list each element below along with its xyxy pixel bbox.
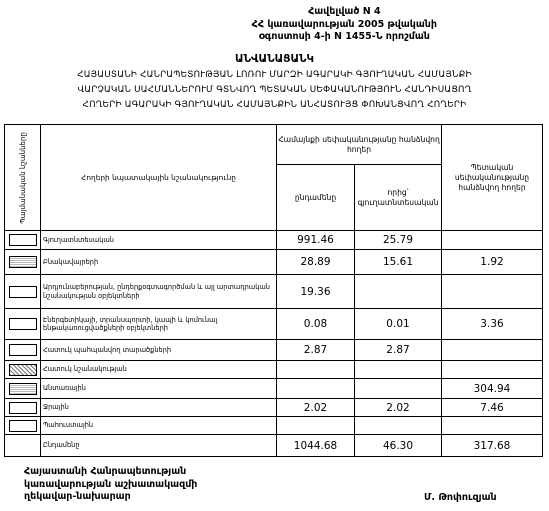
row-symbol-cell [5,340,41,361]
footer-block [24,466,197,504]
legend-swatch-icon [9,383,37,395]
table-row [5,361,543,379]
appendix-block [252,6,437,44]
total-label: Ընդամենը [41,435,277,457]
row-total: 0.08 [277,309,355,340]
row-label: Գյուղատնտեսական [41,231,277,250]
row-agri [355,361,442,379]
total-row [5,435,543,457]
table-row [5,399,543,417]
legend-swatch-icon [9,318,37,330]
row-symbol-cell [5,361,41,379]
legend-swatch-icon [9,420,37,432]
legend-swatch-icon [9,256,37,268]
row-label: Պահուստային [41,417,277,435]
row-label: Ջրային [41,399,277,417]
footer-line-3: ղեկավար-նախարար [24,491,131,502]
row-label: Էներգետիկայի, տրանսպորտի, կապի և կոմունալ ենթակառուցվածքների օբյեկտների [41,309,277,340]
row-symbol-cell [5,250,41,275]
row-agri [355,417,442,435]
table-row [5,379,543,399]
row-state: 304.94 [442,379,543,399]
footer-line-2: կառավարության աշխատակազմի [24,478,198,490]
table-row [5,250,543,275]
table-row [5,417,543,435]
legend-swatch-icon [9,402,37,414]
total-agri: 46.30 [355,435,442,457]
row-label: Արդյունաբերության, ընդերքօգտագործման և այլ արտադրական նշանակության օբյեկտների [41,275,277,309]
row-agri: 2.02 [355,399,442,417]
row-label: Բնակավայրերի [41,250,277,275]
subtitle-line-3: ՀՈՂԵՐԻ ԱԳԱՐԱԿԻ ԳՅՈՒՂԱԿԱՆ ՀԱՄԱՅՆՔԻՆ ԱՆՀԱՏՈՒՅՑ ՓՈԽԱՆՑՎՈՂ ՀՈՂԵՐԻ [82,100,467,110]
header-state-owned: Պետական սեփականությանը հանձնվող հողեր [442,125,543,231]
row-total [277,361,355,379]
appendix-number: Հավելված N 4 [308,6,381,17]
row-total: 2.02 [277,399,355,417]
legend-swatch-icon [9,234,37,246]
row-label: Հատուկ պահպանվող տարածքների [41,340,277,361]
row-state: 3.36 [442,309,543,340]
header-category: Հողերի նպատակային նշանակությունը [41,125,277,231]
row-state [442,417,543,435]
row-agri: 25.79 [355,231,442,250]
signer-name: Մ. Թոփուզյան [424,492,497,503]
row-symbol-cell [5,399,41,417]
row-total: 28.89 [277,250,355,275]
subtitle-line-2: ՎԱՐՉԱԿԱՆ ՍԱՀՄԱՆՆԵՐՈՒՄ ԳՏՆՎՈՂ ՊԵՏԱԿԱՆ ՍԵՓԱԿԱՆՈՒԹՅՈՒՆ ՀԱՆԴԻՍԱՑՈՂ [77,85,472,95]
row-state [442,361,543,379]
legend-swatch-icon [9,344,37,356]
table-row [5,340,543,361]
row-state: 7.46 [442,399,543,417]
row-symbol-cell [5,309,41,340]
footer-line-1: Հայաստանի Հանրապետության [24,466,187,477]
row-symbol-cell [5,379,41,399]
header-agricultural: որից՝ գյուղատնտեսական [355,165,442,231]
land-table [4,124,543,457]
row-agri: 0.01 [355,309,442,340]
row-symbol-cell [5,275,41,309]
row-label: Անտառային [41,379,277,399]
legend-swatch-icon [9,364,37,376]
row-state [442,275,543,309]
subtitle-line-1: ՀԱՅԱՍՏԱՆԻ ՀԱՆՐԱՊԵՏՈՒԹՅԱՆ ԼՈՌՈՒ ՄԱՐԶԻ ԱԳԱՐԱԿԻ ԳՅՈՒՂԱԿԱՆ ՀԱՄԱՅՆՔԻ [77,70,472,80]
table-row [5,309,543,340]
row-state [442,340,543,361]
total-total: 1044.68 [277,435,355,457]
row-total: 2.87 [277,340,355,361]
header-total: ընդամենը [277,165,355,231]
appendix-decision: ՀՀ կառավարության 2005 թվականի [251,18,437,30]
header-community-transfer: Համայնքի սեփականությանը հանձնվող հողեր [277,125,442,165]
row-total [277,417,355,435]
row-symbol-cell [5,417,41,435]
row-total: 991.46 [277,231,355,250]
row-agri [355,275,442,309]
row-agri [355,379,442,399]
row-state [442,231,543,250]
header-symbols: Պայմանական նշանները [5,125,41,231]
total-symbol-cell [5,435,41,457]
legend-swatch-icon [9,286,37,298]
row-symbol-cell [5,231,41,250]
row-total [277,379,355,399]
row-total: 19.36 [277,275,355,309]
document-title: ԱՆՎԱՆԱՑԱՆԿ [234,53,314,65]
row-agri: 15.61 [355,250,442,275]
table-row [5,275,543,309]
row-state: 1.92 [442,250,543,275]
appendix-date: օգոստոսի 4-ի N 1455-Ն որոշման [258,31,430,42]
row-agri: 2.87 [355,340,442,361]
total-state: 317.68 [442,435,543,457]
row-label: Հատուկ նշանակության [41,361,277,379]
table-row [5,231,543,250]
